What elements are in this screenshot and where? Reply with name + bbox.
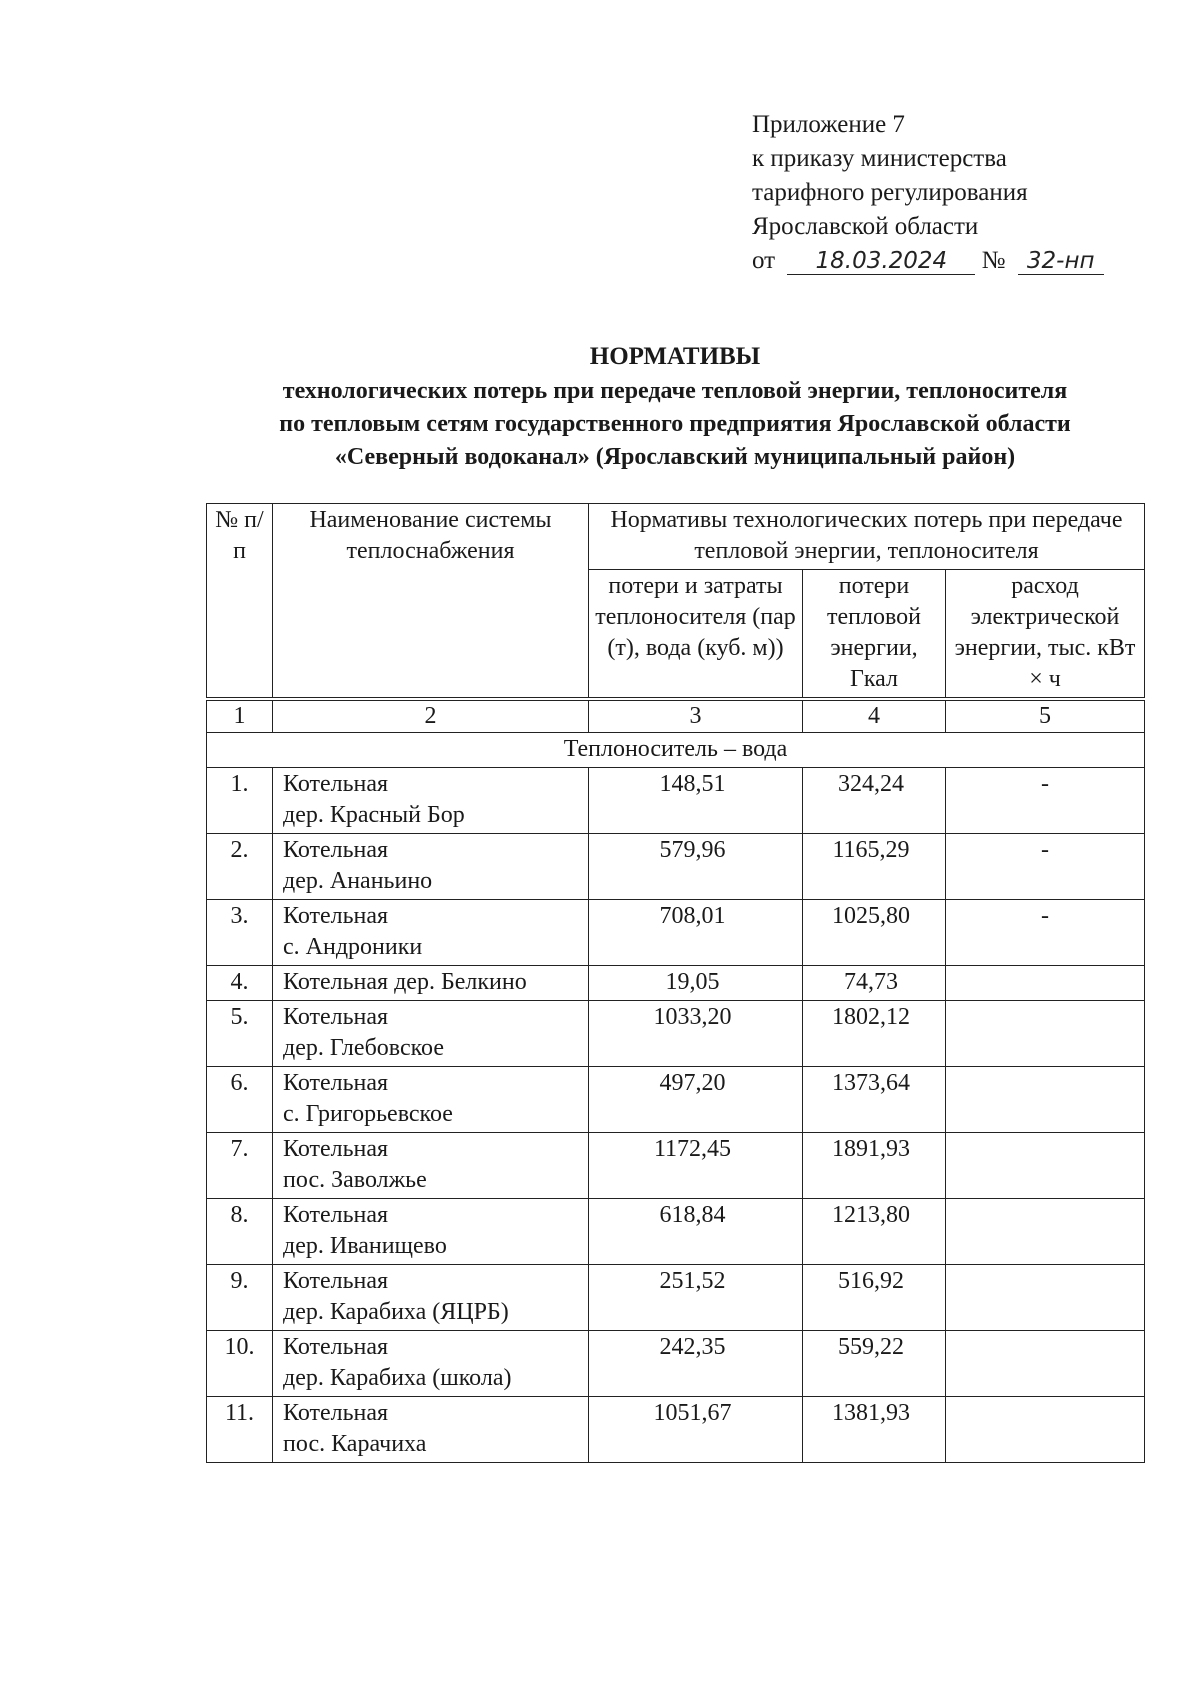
- appendix-date-line: [752, 244, 1104, 278]
- table-row: [207, 768, 1145, 834]
- table-row: [207, 1133, 1145, 1199]
- row-losses-heat: 74,73: [803, 966, 946, 1001]
- row-losses-heat: 1213,80: [803, 1199, 946, 1265]
- row-name-line-2: дер. Глебовское: [283, 1035, 445, 1061]
- row-name: [273, 768, 589, 834]
- row-name-line-2: дер. Иванищево: [283, 1233, 447, 1259]
- row-name-line-2: дер. Карабиха (школа): [283, 1365, 512, 1391]
- title-line-4: «Северный водоканал» (Ярославский муниципальный район): [334, 444, 1016, 470]
- row-name-line-1: Котельная: [283, 1400, 389, 1426]
- table-row: [207, 1265, 1145, 1331]
- row-number: 8.: [207, 1199, 273, 1265]
- row-number: 6.: [207, 1067, 273, 1133]
- row-name: [273, 1199, 589, 1265]
- row-name-line-2: пос. Заволжье: [283, 1167, 427, 1193]
- table-row: [207, 1199, 1145, 1265]
- row-losses-coolant: 497,20: [589, 1067, 803, 1133]
- row-losses-heat: 1025,80: [803, 900, 946, 966]
- row-number: 2.: [207, 834, 273, 900]
- column-number: 3: [589, 699, 803, 733]
- row-number: 11.: [207, 1397, 273, 1463]
- table-row: [207, 834, 1145, 900]
- appendix-line-4: Ярославской области: [752, 213, 979, 240]
- row-name: [273, 966, 589, 1001]
- column-number-row: [207, 699, 1145, 733]
- row-electricity: -: [946, 900, 1145, 966]
- row-electricity: [946, 1001, 1145, 1067]
- row-name-line-1: Котельная: [283, 1004, 389, 1030]
- table-row: [207, 1331, 1145, 1397]
- row-losses-coolant: 579,96: [589, 834, 803, 900]
- row-name: [273, 834, 589, 900]
- handwritten-date: 18.03.2024: [787, 248, 975, 275]
- row-losses-coolant: 242,35: [589, 1331, 803, 1397]
- row-electricity: [946, 1199, 1145, 1265]
- row-losses-heat: 1373,64: [803, 1067, 946, 1133]
- row-electricity: -: [946, 834, 1145, 900]
- row-name-line-1: Котельная: [283, 1334, 389, 1360]
- row-losses-heat: 1891,93: [803, 1133, 946, 1199]
- header-num: № п/п: [207, 504, 273, 700]
- appendix-header: [752, 108, 1104, 278]
- row-number: 3.: [207, 900, 273, 966]
- row-number: 4.: [207, 966, 273, 1001]
- title-line-3: по тепловым сетям государственного предприятия Ярославской области: [279, 411, 1071, 437]
- table-row: [207, 966, 1145, 1001]
- header-col5: расход электрической энергии, тыс. кВт × ч: [946, 570, 1145, 700]
- row-name: [273, 1265, 589, 1331]
- row-name-line-2: с. Андроники: [283, 934, 423, 960]
- row-losses-coolant: 19,05: [589, 966, 803, 1001]
- appendix-line-1: Приложение 7: [752, 111, 905, 138]
- column-number: 1: [207, 699, 273, 733]
- row-name-line-2: дер. Красный Бор: [283, 802, 465, 828]
- row-losses-coolant: 1172,45: [589, 1133, 803, 1199]
- row-electricity: [946, 1397, 1145, 1463]
- row-name: [273, 1331, 589, 1397]
- row-losses-coolant: 251,52: [589, 1265, 803, 1331]
- table-row: [207, 1067, 1145, 1133]
- row-number: 7.: [207, 1133, 273, 1199]
- appendix-line-2: к приказу министерства: [752, 145, 1007, 172]
- header-col3: потери и затраты теплоносителя (пар (т), вода (куб. м)): [589, 570, 803, 700]
- row-name: [273, 1397, 589, 1463]
- row-electricity: [946, 966, 1145, 1001]
- header-name: Наименование системы теплоснабжения: [273, 504, 589, 700]
- document-title: [180, 340, 1170, 474]
- row-name: [273, 1133, 589, 1199]
- row-losses-heat: 1802,12: [803, 1001, 946, 1067]
- norms-table: [206, 503, 1145, 1463]
- row-name-line-1: Котельная: [283, 1070, 389, 1096]
- row-name-line-1: Котельная: [283, 1136, 389, 1162]
- row-name: [273, 1001, 589, 1067]
- header-row-1: [207, 504, 1145, 570]
- row-name: [273, 1067, 589, 1133]
- row-name-line-2: дер. Ананьино: [283, 868, 433, 894]
- row-number: 1.: [207, 768, 273, 834]
- from-label: от: [752, 247, 776, 274]
- row-name-line-2: дер. Карабиха (ЯЦРБ): [283, 1299, 509, 1325]
- table-row: [207, 1397, 1145, 1463]
- appendix-line-3: тарифного регулирования: [752, 179, 1028, 206]
- row-name-line-1: Котельная: [283, 1202, 389, 1228]
- title-line-2: технологических потерь при передаче тепловой энергии, теплоносителя: [282, 378, 1068, 404]
- row-losses-coolant: 1051,67: [589, 1397, 803, 1463]
- row-name-line-1: Котельная: [283, 903, 389, 929]
- row-name-line-1: Котельная: [283, 837, 389, 863]
- row-losses-heat: 516,92: [803, 1265, 946, 1331]
- row-electricity: -: [946, 768, 1145, 834]
- row-electricity: [946, 1265, 1145, 1331]
- row-losses-coolant: 618,84: [589, 1199, 803, 1265]
- row-number: 10.: [207, 1331, 273, 1397]
- row-electricity: [946, 1067, 1145, 1133]
- section-row: [207, 733, 1145, 768]
- row-name-line-2: пос. Карачиха: [283, 1431, 427, 1457]
- row-name-line-1: Котельная: [283, 771, 389, 797]
- row-electricity: [946, 1331, 1145, 1397]
- column-number: 2: [273, 699, 589, 733]
- number-label: №: [981, 247, 1006, 274]
- row-losses-heat: 1381,93: [803, 1397, 946, 1463]
- row-name-line-1: Котельная дер. Белкино: [283, 969, 527, 995]
- row-losses-heat: 324,24: [803, 768, 946, 834]
- row-losses-coolant: 148,51: [589, 768, 803, 834]
- row-losses-coolant: 708,01: [589, 900, 803, 966]
- header-group: Нормативы технологических потерь при передаче тепловой энергии, теплоносителя: [589, 504, 1145, 570]
- table-row: [207, 900, 1145, 966]
- row-name: [273, 900, 589, 966]
- row-losses-heat: 559,22: [803, 1331, 946, 1397]
- table-row: [207, 1001, 1145, 1067]
- row-electricity: [946, 1133, 1145, 1199]
- section-title: Теплоноситель – вода: [207, 733, 1145, 768]
- row-number: 9.: [207, 1265, 273, 1331]
- column-number: 5: [946, 699, 1145, 733]
- row-number: 5.: [207, 1001, 273, 1067]
- row-name-line-2: с. Григорьевское: [283, 1101, 453, 1127]
- title-line-1: НОРМАТИВЫ: [589, 343, 761, 370]
- row-name-line-1: Котельная: [283, 1268, 389, 1294]
- column-number: 4: [803, 699, 946, 733]
- handwritten-number: 32-нп: [1018, 248, 1104, 275]
- row-losses-heat: 1165,29: [803, 834, 946, 900]
- header-col4: потери тепловой энергии, Гкал: [803, 570, 946, 700]
- row-losses-coolant: 1033,20: [589, 1001, 803, 1067]
